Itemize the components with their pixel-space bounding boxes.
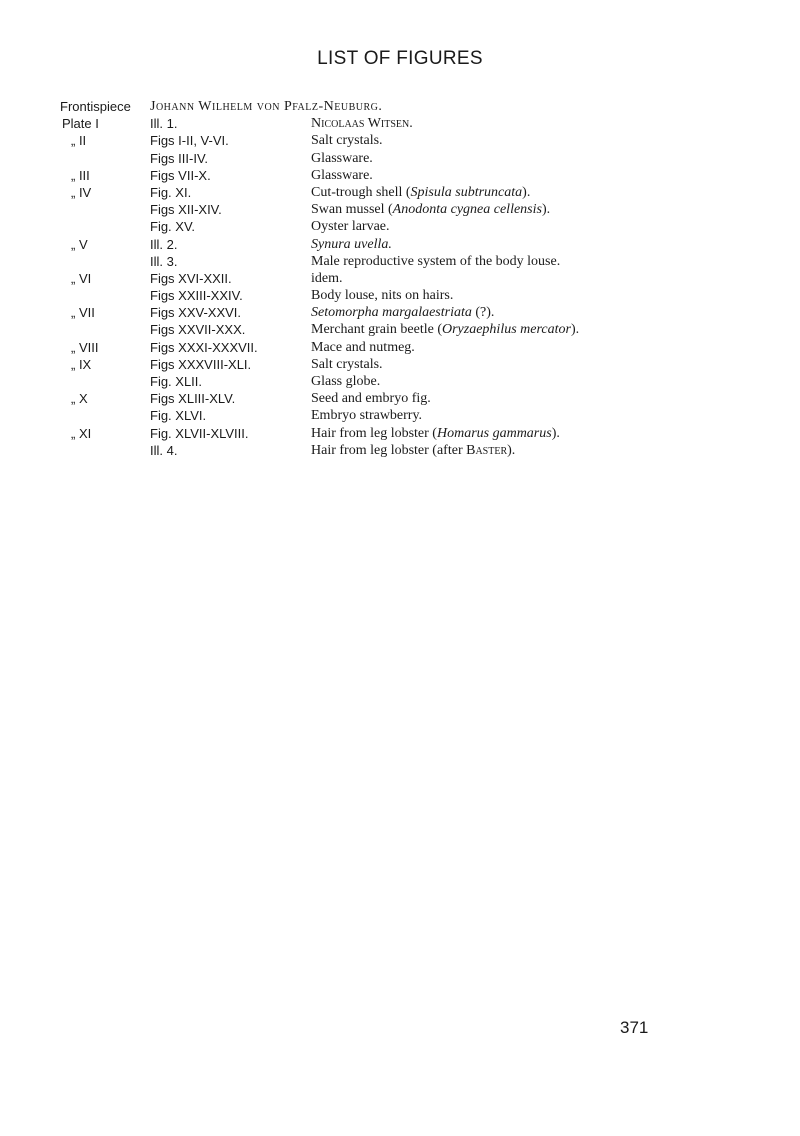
frontispiece-label: Frontispiece bbox=[60, 99, 131, 114]
figure-description: Embryo strawberry. bbox=[311, 408, 423, 424]
figure-description: Body louse, nits on hairs. bbox=[311, 288, 454, 304]
figure-reference: Figs XXIII-XXIV. bbox=[150, 288, 243, 304]
plate-label: „ II bbox=[71, 133, 87, 149]
figure-reference: Figs XXXVIII-XLI. bbox=[150, 356, 252, 372]
figure-reference: Fig. XI. bbox=[150, 184, 192, 200]
figure-row bbox=[62, 442, 800, 459]
figure-list bbox=[62, 98, 800, 459]
figure-row bbox=[62, 201, 800, 218]
plate-label: „ VIII bbox=[71, 339, 99, 355]
figure-reference: Figs XXXI-XXXVII. bbox=[150, 339, 258, 355]
figure-description: idem. bbox=[311, 270, 343, 286]
figure-description: Hair from leg lobster (after Baster). bbox=[311, 442, 516, 458]
figure-description: Swan mussel (Anodonta cygnea cellensis). bbox=[311, 202, 551, 218]
figure-description: Seed and embryo fig. bbox=[311, 391, 431, 407]
figure-row bbox=[62, 339, 800, 356]
figure-row bbox=[62, 253, 800, 270]
figure-row bbox=[62, 356, 800, 373]
figure-row bbox=[62, 132, 800, 149]
figure-row bbox=[62, 373, 800, 390]
plate-label: Plate I bbox=[62, 116, 99, 132]
plate-label: „ XI bbox=[71, 425, 92, 441]
figure-reference: Ill. 1. bbox=[150, 116, 178, 132]
figure-reference: Fig. XLVII-XLVIII. bbox=[150, 425, 249, 441]
figure-reference: Figs XXV-XXVI. bbox=[150, 305, 242, 321]
figure-reference: Figs III-IV. bbox=[150, 150, 209, 166]
figure-description: Cut-trough shell (Spisula subtruncata). bbox=[311, 184, 531, 200]
figure-reference: Fig. XLVI. bbox=[150, 408, 207, 424]
figure-row bbox=[62, 287, 800, 304]
figure-reference: Figs I-II, V-VI. bbox=[150, 133, 229, 149]
figure-reference: Ill. 2. bbox=[150, 236, 178, 252]
plate-label: „ VII bbox=[71, 305, 95, 321]
figure-reference: Figs XII-XIV. bbox=[150, 202, 222, 218]
figure-description: Merchant grain beetle (Oryzaephilus mercator). bbox=[311, 322, 580, 338]
figure-reference: Figs XVI-XXII. bbox=[150, 270, 232, 286]
figure-reference: Figs XLIII-XLV. bbox=[150, 391, 236, 407]
figure-description: Setomorpha margalaestriata (?). bbox=[311, 305, 495, 321]
plate-label: „ X bbox=[71, 391, 88, 407]
figure-row bbox=[62, 425, 800, 442]
figure-description: Glassware. bbox=[311, 167, 373, 183]
figure-row bbox=[62, 321, 800, 338]
plate-label: „ IX bbox=[71, 356, 92, 372]
page-title: LIST OF FIGURES bbox=[317, 48, 483, 69]
figure-row bbox=[62, 115, 800, 132]
figure-description: Glass globe. bbox=[311, 374, 381, 389]
figure-description: Salt crystals. bbox=[311, 133, 383, 149]
figure-reference: Ill. 3. bbox=[150, 253, 178, 269]
figure-reference: Figs VII-X. bbox=[150, 167, 211, 183]
frontispiece-text: Johann Wilhelm von Pfalz-Neuburg. bbox=[150, 99, 383, 114]
figure-description: Nicolaas Witsen. bbox=[311, 116, 413, 132]
figure-row bbox=[62, 150, 800, 167]
figure-description: Male reproductive system of the body louse. bbox=[311, 253, 561, 269]
plate-label: „ III bbox=[71, 167, 90, 183]
figure-row bbox=[62, 407, 800, 424]
figure-description: Glassware. bbox=[311, 150, 373, 166]
figure-reference: Fig. XV. bbox=[150, 219, 196, 235]
figure-description: Oyster larvae. bbox=[311, 219, 390, 235]
figure-description: Mace and nutmeg. bbox=[311, 339, 415, 355]
plate-label: „ VI bbox=[71, 270, 92, 286]
figure-row bbox=[62, 270, 800, 287]
figure-rows bbox=[62, 115, 800, 459]
frontispiece-row bbox=[62, 98, 800, 115]
figure-row bbox=[62, 218, 800, 235]
figure-description: Salt crystals. bbox=[311, 356, 383, 372]
figure-row bbox=[62, 167, 800, 184]
plate-label: „ V bbox=[71, 236, 88, 252]
figure-description: Hair from leg lobster (Homarus gammarus). bbox=[311, 425, 560, 441]
page-number: 371 bbox=[620, 1018, 649, 1037]
figure-row bbox=[62, 390, 800, 407]
figure-row bbox=[62, 184, 800, 201]
figure-reference: Figs XXVII-XXX. bbox=[150, 322, 246, 338]
figure-row bbox=[62, 304, 800, 321]
figure-row bbox=[62, 236, 800, 253]
figure-description: Synura uvella. bbox=[311, 236, 392, 252]
plate-label: „ IV bbox=[71, 184, 92, 200]
figure-reference: Fig. XLII. bbox=[150, 374, 203, 389]
figure-reference: Ill. 4. bbox=[150, 442, 178, 458]
